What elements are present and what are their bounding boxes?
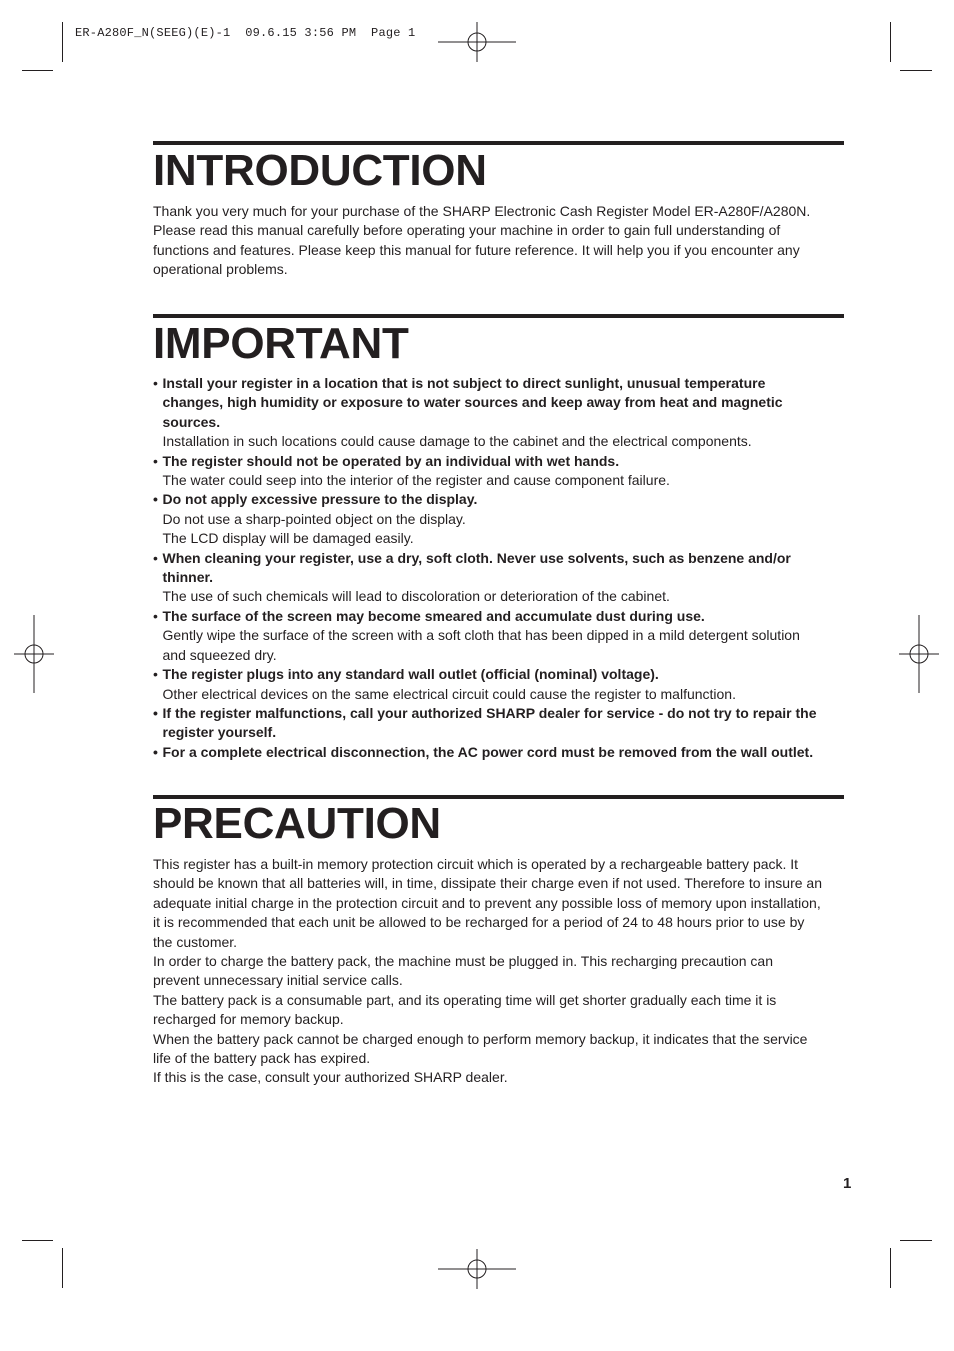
crop-mark: [890, 1248, 891, 1288]
warning-text: When cleaning your register, use a dry, soft cloth. Never use solvents, such as benzene and/or: [162, 549, 791, 566]
text-line: If this is the case, consult your authorized SHARP dealer.: [153, 1069, 508, 1086]
bullet: •: [153, 375, 158, 391]
warning-text: If the register malfunctions, call your authorized SHARP dealer for service - do not try to repair the: [162, 704, 817, 721]
list-item: [153, 490, 845, 548]
introduction-text: [153, 202, 845, 280]
registration-mark-icon: [438, 22, 516, 62]
bullet: •: [153, 549, 158, 566]
section-rule: [153, 314, 844, 318]
bullet: •: [153, 491, 158, 508]
list-item: [153, 452, 845, 491]
list-item: [153, 665, 845, 704]
crop-mark: [62, 22, 63, 62]
registration-mark-icon: [899, 615, 939, 693]
warning-text: Install your register in a location that is not subject to direct sunlight, unusual temperature: [162, 375, 766, 391]
crop-mark: [22, 70, 53, 71]
list-item: [153, 607, 845, 665]
warning-text: Do not apply excessive pressure to the display.: [162, 491, 478, 508]
warning-text: For a complete electrical disconnection, the AC power cord must be removed from the wall outlet.: [162, 743, 814, 760]
warning-text: The register should not be operated by an individual with wet hands.: [162, 452, 620, 469]
text-line: operational problems.: [153, 261, 288, 278]
text-line: In order to charge the battery pack, the machine must be plugged in. This recharging precaution can: [153, 953, 773, 970]
text-line: Please read this manual carefully before operating your machine in order to gain full understanding of: [153, 222, 781, 239]
explanation-text: The use of such chemicals will lead to discoloration or deterioration of the cabinet.: [162, 588, 670, 605]
list-item: [153, 743, 845, 762]
bullet: •: [153, 452, 158, 469]
important-list: [153, 374, 845, 762]
explanation-text: Do not use a sharp-pointed object on the display.: [162, 510, 466, 527]
list-item: [153, 374, 845, 452]
page-number: 1: [843, 1175, 852, 1192]
text-line: prevent unnecessary initial service calls.: [153, 972, 403, 989]
crop-mark: [900, 1240, 932, 1241]
explanation-text: Gently wipe the surface of the screen with a soft cloth that has been dipped in a mild detergent solution: [162, 627, 800, 644]
bullet: •: [153, 704, 158, 721]
bullet: •: [153, 743, 158, 760]
explanation-text: and squeezed dry.: [162, 646, 277, 663]
precaution-text: [153, 855, 845, 1088]
warning-text: The register plugs into any standard wall outlet (official (nominal) voltage).: [162, 666, 659, 683]
section-rule: [153, 141, 844, 145]
crop-mark: [890, 22, 891, 62]
registration-mark-icon: [438, 1249, 516, 1289]
bullet: •: [153, 666, 158, 683]
text-line: functions and features. Please keep this manual for future reference. It will help you if you encounter any: [153, 241, 800, 258]
precaution-heading: PRECAUTION: [153, 799, 441, 848]
text-line: life of the battery pack has expired.: [153, 1050, 371, 1067]
text-line: recharged for memory backup.: [153, 1011, 344, 1028]
important-heading: IMPORTANT: [153, 319, 409, 368]
explanation-text: The LCD display will be damaged easily.: [162, 530, 414, 547]
text-line: When the battery pack cannot be charged enough to perform memory backup, it indicates that the service: [153, 1030, 808, 1047]
warning-text: changes, high humidity or exposure to water sources and keep away from heat and magnetic: [162, 394, 783, 411]
text-line: the customer.: [153, 933, 238, 950]
list-item: [153, 549, 845, 607]
warning-text: The surface of the screen may become smeared and accumulate dust during use.: [162, 607, 705, 624]
warning-text: sources.: [162, 413, 221, 430]
crop-mark: [62, 1248, 63, 1288]
explanation-text: Other electrical devices on the same electrical circuit could cause the register to malfunction.: [162, 685, 736, 702]
explanation-text: The water could seep into the interior of the register and cause component failure.: [162, 472, 670, 489]
text-line: This register has a built-in memory protection circuit which is operated by a rechargeable battery pack. It: [153, 856, 799, 872]
introduction-heading: INTRODUCTION: [153, 146, 487, 195]
explanation-text: Installation in such locations could cause damage to the cabinet and the electrical components.: [162, 433, 752, 450]
text-line: it is recommended that each unit be allowed to be recharged for a period of 24 to 48 hours prior to use by: [153, 914, 805, 931]
print-slug: ER-A280F_N(SEEG)(E)-1 09.6.15 3:56 PM Page 1: [75, 26, 416, 40]
text-line: should be known that all batteries will, in time, dissipate their charge even if not used. Therefore to insure an: [153, 875, 823, 892]
text-line: adequate initial charge in the protection circuit and to prevent any possible loss of memory upon installation,: [153, 894, 821, 911]
text-line: Thank you very much for your purchase of the SHARP Electronic Cash Register Model ER-A280F/A280N.: [153, 203, 811, 219]
text-line: The battery pack is a consumable part, and its operating time will get shorter gradually each time it is: [153, 991, 777, 1008]
bullet: •: [153, 607, 158, 624]
warning-text: register yourself.: [162, 724, 277, 741]
crop-mark: [22, 1240, 53, 1241]
crop-mark: [900, 70, 932, 71]
registration-mark-icon: [14, 615, 54, 693]
list-item: [153, 704, 845, 743]
warning-text: thinner.: [162, 569, 214, 586]
